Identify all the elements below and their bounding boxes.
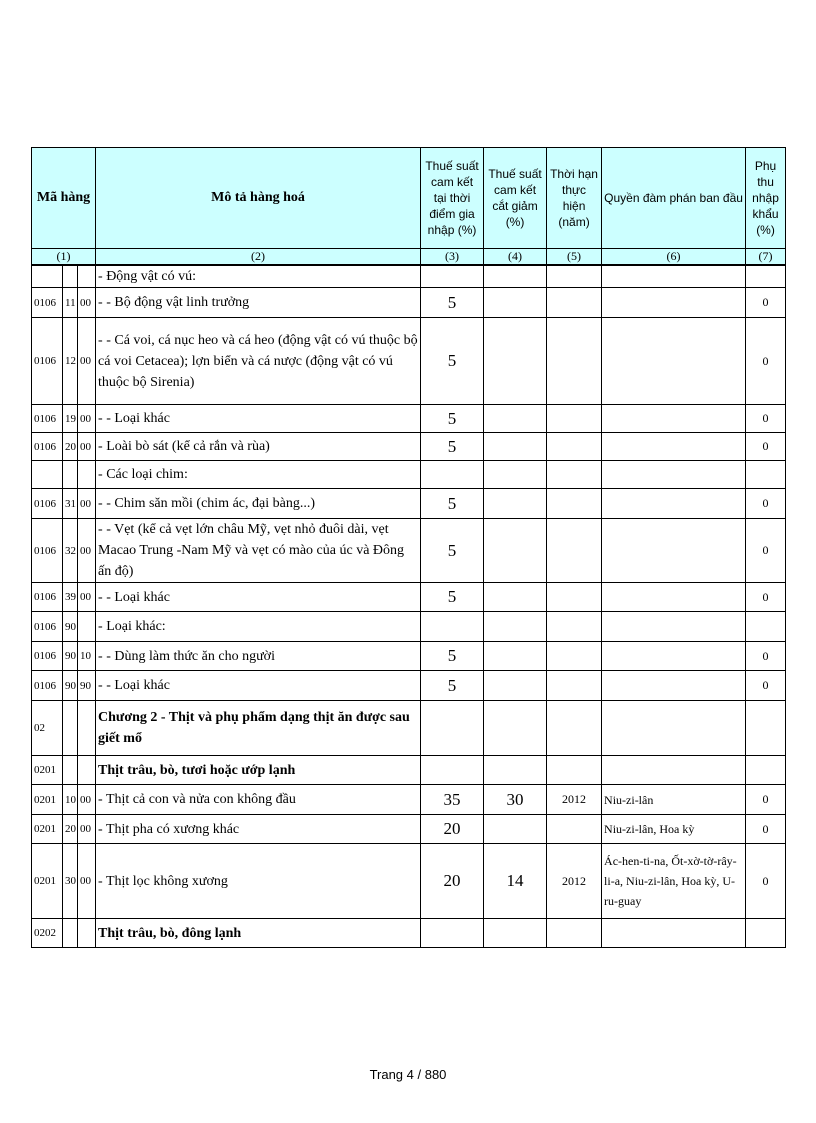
period-cell — [547, 612, 602, 642]
period-cell — [547, 433, 602, 461]
description-cell: - Thịt lọc không xương — [96, 844, 421, 919]
rate-accession-cell — [421, 612, 484, 642]
hs-subcode2-cell: 00 — [78, 583, 96, 612]
header-thue-suat-cat-giam: Thuế suất cam kết cắt giảm (%) — [484, 148, 547, 249]
hs-code-cell: 0106 — [32, 318, 63, 405]
table-row — [32, 265, 786, 288]
negotiating-rights-cell — [602, 288, 746, 318]
col-number: (6) — [602, 249, 746, 266]
negotiating-rights-cell — [602, 433, 746, 461]
description-cell: - - Cá voi, cá nục heo và cá heo (động vật có vú thuộc bộ cá voi Cetacea); lợn biển và cá nược (động vật có vú thuộc bộ Sirenia) — [96, 318, 421, 405]
rate-accession-cell: 5 — [421, 433, 484, 461]
hs-code-cell: 0201 — [32, 756, 63, 785]
hs-subcode-cell: 31 — [63, 489, 78, 519]
import-surcharge-cell: 0 — [746, 671, 786, 701]
table-row — [32, 318, 786, 405]
table-row — [32, 405, 786, 433]
rate-final-cell — [484, 671, 547, 701]
period-cell — [547, 919, 602, 948]
hs-code-cell: 0201 — [32, 844, 63, 919]
import-surcharge-cell: 0 — [746, 844, 786, 919]
hs-subcode-cell: 39 — [63, 583, 78, 612]
import-surcharge-cell: 0 — [746, 489, 786, 519]
hs-subcode2-cell: 00 — [78, 815, 96, 844]
hs-subcode-cell: 11 — [63, 288, 78, 318]
header-mo-ta: Mô tả hàng hoá — [96, 148, 421, 249]
period-cell — [547, 815, 602, 844]
description-cell: Thịt trâu, bò, tươi hoặc ướp lạnh — [96, 756, 421, 785]
rate-final-cell — [484, 405, 547, 433]
page-footer: Trang 4 / 880 — [369, 1067, 447, 1082]
col-number: (4) — [484, 249, 547, 266]
import-surcharge-cell: 0 — [746, 288, 786, 318]
header-thue-suat-gia-nhap: Thuế suất cam kết tại thời điểm gia nhập (%) — [421, 148, 484, 249]
hs-subcode-cell: 30 — [63, 844, 78, 919]
hs-subcode-cell: 90 — [63, 671, 78, 701]
table-row — [32, 701, 786, 756]
negotiating-rights-cell: Niu-zi-lân, Hoa kỳ — [602, 815, 746, 844]
rate-final-cell — [484, 701, 547, 756]
hs-subcode-cell: 10 — [63, 785, 78, 815]
rate-accession-cell: 5 — [421, 288, 484, 318]
description-cell: - - Loại khác — [96, 671, 421, 701]
hs-code-cell: 0106 — [32, 519, 63, 583]
hs-code-cell: 0106 — [32, 405, 63, 433]
description-cell: - Thịt pha có xương khác — [96, 815, 421, 844]
rate-final-cell — [484, 318, 547, 405]
hs-subcode2-cell: 00 — [78, 519, 96, 583]
hs-code-cell: 0106 — [32, 642, 63, 671]
hs-code-cell: 02 — [32, 701, 63, 756]
header-quyen-dam-phan: Quyền đàm phán ban đầu — [602, 148, 746, 249]
table-row — [32, 785, 786, 815]
hs-code-cell: 0106 — [32, 288, 63, 318]
hs-subcode2-cell — [78, 919, 96, 948]
hs-code-cell: 0201 — [32, 815, 63, 844]
import-surcharge-cell: 0 — [746, 405, 786, 433]
hs-subcode-cell: 20 — [63, 433, 78, 461]
header-thoi-han: Thời hạn thực hiện (năm) — [547, 148, 602, 249]
period-cell — [547, 671, 602, 701]
rate-accession-cell — [421, 701, 484, 756]
description-cell: - Động vật có vú: — [96, 265, 421, 288]
rate-final-cell — [484, 433, 547, 461]
header-ma-hang: Mã hàng — [32, 148, 96, 249]
table-row — [32, 642, 786, 671]
description-cell: - - Bộ động vật linh trưởng — [96, 288, 421, 318]
hs-code-cell: 0106 — [32, 612, 63, 642]
hs-subcode-cell: 12 — [63, 318, 78, 405]
hs-subcode2-cell: 00 — [78, 844, 96, 919]
import-surcharge-cell — [746, 612, 786, 642]
import-surcharge-cell — [746, 919, 786, 948]
table-row — [32, 919, 786, 948]
rate-final-cell — [484, 519, 547, 583]
period-cell — [547, 265, 602, 288]
rate-accession-cell: 5 — [421, 642, 484, 671]
negotiating-rights-cell — [602, 701, 746, 756]
negotiating-rights-cell — [602, 461, 746, 489]
description-cell: Chương 2 - Thịt và phụ phẩm dạng thịt ăn được sau giết mổ — [96, 701, 421, 756]
hs-subcode2-cell: 00 — [78, 288, 96, 318]
negotiating-rights-cell — [602, 405, 746, 433]
negotiating-rights-cell — [602, 671, 746, 701]
table-row — [32, 844, 786, 919]
import-surcharge-cell — [746, 701, 786, 756]
hs-subcode-cell: 20 — [63, 815, 78, 844]
negotiating-rights-cell — [602, 489, 746, 519]
table-row — [32, 815, 786, 844]
rate-accession-cell: 20 — [421, 815, 484, 844]
rate-final-cell: 30 — [484, 785, 547, 815]
rate-final-cell — [484, 815, 547, 844]
hs-subcode-cell — [63, 461, 78, 489]
hs-subcode2-cell — [78, 701, 96, 756]
rate-final-cell — [484, 288, 547, 318]
hs-subcode-cell: 32 — [63, 519, 78, 583]
negotiating-rights-cell — [602, 612, 746, 642]
import-surcharge-cell: 0 — [746, 785, 786, 815]
description-cell: - - Vẹt (kể cả vẹt lớn châu Mỹ, vẹt nhỏ đuôi dài, vẹt Macao Trung -Nam Mỹ và vẹt có mào của úc và Đông ấn độ) — [96, 519, 421, 583]
rate-accession-cell: 35 — [421, 785, 484, 815]
hs-subcode2-cell: 90 — [78, 671, 96, 701]
hs-subcode-cell: 90 — [63, 612, 78, 642]
table-header-row — [32, 148, 786, 249]
negotiating-rights-cell — [602, 265, 746, 288]
negotiating-rights-cell — [602, 919, 746, 948]
import-surcharge-cell: 0 — [746, 642, 786, 671]
hs-subcode-cell — [63, 265, 78, 288]
rate-final-cell — [484, 642, 547, 671]
rate-final-cell — [484, 583, 547, 612]
col-number: (3) — [421, 249, 484, 266]
hs-subcode-cell — [63, 756, 78, 785]
table-row — [32, 583, 786, 612]
period-cell: 2012 — [547, 785, 602, 815]
rate-accession-cell: 5 — [421, 671, 484, 701]
hs-subcode2-cell — [78, 461, 96, 489]
col-number: (2) — [96, 249, 421, 266]
hs-subcode2-cell — [78, 612, 96, 642]
hs-code-cell: 0106 — [32, 433, 63, 461]
rate-final-cell — [484, 756, 547, 785]
period-cell — [547, 642, 602, 671]
description-cell: - Các loại chim: — [96, 461, 421, 489]
hs-subcode2-cell: 00 — [78, 433, 96, 461]
table-body — [32, 265, 786, 948]
rate-final-cell — [484, 461, 547, 489]
hs-subcode2-cell: 00 — [78, 318, 96, 405]
description-cell: - Loài bò sát (kể cả rắn và rùa) — [96, 433, 421, 461]
period-cell — [547, 519, 602, 583]
column-number-row — [32, 249, 786, 266]
rate-accession-cell: 20 — [421, 844, 484, 919]
period-cell — [547, 461, 602, 489]
rate-accession-cell: 5 — [421, 405, 484, 433]
rate-accession-cell: 5 — [421, 318, 484, 405]
hs-code-cell: 0106 — [32, 583, 63, 612]
negotiating-rights-cell — [602, 583, 746, 612]
period-cell — [547, 756, 602, 785]
rate-final-cell — [484, 489, 547, 519]
period-cell: 2012 — [547, 844, 602, 919]
negotiating-rights-cell — [602, 642, 746, 671]
hs-code-cell: 0106 — [32, 489, 63, 519]
rate-final-cell — [484, 919, 547, 948]
rate-accession-cell — [421, 756, 484, 785]
table-row — [32, 288, 786, 318]
hs-subcode2-cell: 00 — [78, 405, 96, 433]
period-cell — [547, 405, 602, 433]
rate-accession-cell: 5 — [421, 519, 484, 583]
description-cell: - - Loại khác — [96, 583, 421, 612]
rate-final-cell — [484, 612, 547, 642]
hs-code-cell: 0202 — [32, 919, 63, 948]
rate-accession-cell — [421, 919, 484, 948]
rate-accession-cell — [421, 461, 484, 489]
import-surcharge-cell: 0 — [746, 519, 786, 583]
import-surcharge-cell: 0 — [746, 318, 786, 405]
table-row — [32, 671, 786, 701]
hs-subcode2-cell — [78, 265, 96, 288]
description-cell: Thịt trâu, bò, đông lạnh — [96, 919, 421, 948]
import-surcharge-cell — [746, 461, 786, 489]
col-number: (1) — [32, 249, 96, 266]
rate-final-cell — [484, 265, 547, 288]
hs-subcode-cell — [63, 919, 78, 948]
negotiating-rights-cell: Ác-hen-ti-na, Ốt-xờ-tờ-rây-li-a, Niu-zi-lân, Hoa kỳ, U-ru-guay — [602, 844, 746, 919]
hs-subcode2-cell: 10 — [78, 642, 96, 671]
negotiating-rights-cell: Niu-zi-lân — [602, 785, 746, 815]
rate-accession-cell — [421, 265, 484, 288]
hs-subcode-cell: 19 — [63, 405, 78, 433]
tariff-table — [31, 147, 786, 948]
negotiating-rights-cell — [602, 756, 746, 785]
negotiating-rights-cell — [602, 318, 746, 405]
description-cell: - - Loại khác — [96, 405, 421, 433]
rate-final-cell: 14 — [484, 844, 547, 919]
period-cell — [547, 489, 602, 519]
hs-code-cell — [32, 461, 63, 489]
table-row — [32, 461, 786, 489]
import-surcharge-cell: 0 — [746, 433, 786, 461]
rate-accession-cell: 5 — [421, 583, 484, 612]
table-row — [32, 433, 786, 461]
period-cell — [547, 318, 602, 405]
table-row — [32, 756, 786, 785]
period-cell — [547, 288, 602, 318]
period-cell — [547, 701, 602, 756]
hs-code-cell: 0106 — [32, 671, 63, 701]
import-surcharge-cell: 0 — [746, 583, 786, 612]
period-cell — [547, 583, 602, 612]
rate-accession-cell: 5 — [421, 489, 484, 519]
description-cell: - Loại khác: — [96, 612, 421, 642]
import-surcharge-cell — [746, 265, 786, 288]
hs-subcode-cell: 90 — [63, 642, 78, 671]
col-number: (5) — [547, 249, 602, 266]
description-cell: - - Chim săn mồi (chim ác, đại bàng...) — [96, 489, 421, 519]
import-surcharge-cell: 0 — [746, 815, 786, 844]
hs-code-cell — [32, 265, 63, 288]
negotiating-rights-cell — [602, 519, 746, 583]
hs-code-cell: 0201 — [32, 785, 63, 815]
import-surcharge-cell — [746, 756, 786, 785]
header-phu-thu: Phụ thu nhập khẩu (%) — [746, 148, 786, 249]
hs-subcode2-cell: 00 — [78, 489, 96, 519]
col-number: (7) — [746, 249, 786, 266]
description-cell: - Thịt cả con và nửa con không đầu — [96, 785, 421, 815]
hs-subcode-cell — [63, 701, 78, 756]
table-row — [32, 519, 786, 583]
hs-subcode2-cell: 00 — [78, 785, 96, 815]
description-cell: - - Dùng làm thức ăn cho người — [96, 642, 421, 671]
table-row — [32, 489, 786, 519]
hs-subcode2-cell — [78, 756, 96, 785]
table-row — [32, 612, 786, 642]
